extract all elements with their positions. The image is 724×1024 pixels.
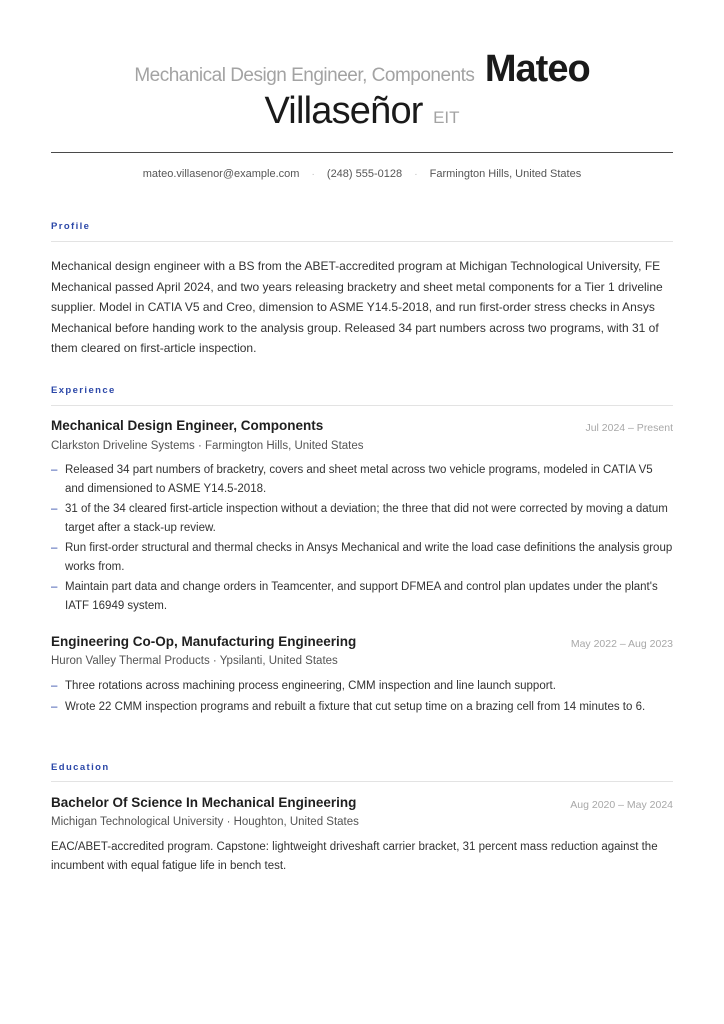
experience-section-divider	[51, 405, 673, 406]
job-bullet-text: Run first-order structural and thermal checks in Ansys Mechanical and write the load case definitions the analysis group works from.	[65, 542, 673, 573]
job-bullet	[51, 500, 673, 537]
last-name: Villaseñor	[264, 90, 423, 132]
contact-email[interactable]: mateo.villasenor@example.com	[142, 168, 300, 180]
education-school: Michigan Technological University · Houghton, United States	[51, 816, 359, 828]
degree-title: Bachelor Of Science In Mechanical Engineering	[51, 795, 357, 810]
contact-location: Farmington Hills, United States	[429, 168, 582, 180]
job-bullet	[51, 677, 673, 696]
job-bullet	[51, 578, 673, 615]
job-company: Clarkston Driveline Systems · Farmington Hills, United States	[51, 440, 364, 452]
first-name: Mateo	[484, 48, 590, 90]
job-dates: Jul 2024 – Present	[585, 422, 673, 434]
job-bullet-list	[51, 677, 673, 718]
bullet-marker: –	[51, 503, 58, 515]
bullet-marker: –	[51, 700, 58, 713]
credential: EIT	[433, 108, 460, 127]
job-bullet	[51, 698, 673, 717]
resume-header	[51, 44, 673, 136]
profile-text: Mechanical design engineer with a BS from the ABET-accredited program at Michigan Technological University, FE Mechanical passed April 2024, and two years releasing bracketry and sheet metal components for a Tier 1 driveline supplier. Model in CATIA V5 and Creo, dimension to ASME Y14.5-2018, and run first-order stress checks in Ansys Mechanical before handing work to the analysis group. Released 34 part numbers across two programs, with 31 of them cleared on first-article inspection.	[51, 259, 663, 356]
bullet-marker: –	[51, 464, 58, 476]
education-dates: Aug 2020 – May 2024	[570, 799, 673, 811]
contact-phone[interactable]: (248) 555-0128	[326, 168, 403, 180]
education-section-divider	[51, 781, 673, 782]
job-bullet-text: Three rotations across machining process engineering, CMM inspection and line launch support.	[65, 680, 556, 692]
job-title: Engineering Co-Op, Manufacturing Engineering	[51, 634, 357, 649]
profile-section-title: Profile	[51, 221, 91, 232]
job-company: Huron Valley Thermal Products · Ypsilanti, United States	[51, 655, 338, 667]
headline: Mechanical Design Engineer, Components	[134, 65, 475, 86]
contact-bar	[51, 168, 673, 180]
job-title: Mechanical Design Engineer, Components	[51, 418, 324, 433]
job-bullet	[51, 461, 673, 498]
header-divider	[51, 152, 673, 153]
job-bullet-text: Maintain part data and change orders in Teamcenter, and support DFMEA and control plan updates under the plant's IATF 16949 system.	[65, 581, 658, 612]
education-description: EAC/ABET-accredited program. Capstone: lightweight driveshaft carrier bracket, 31 percent mass reduction against the incumbent with equal fatigue life in bench test.	[51, 841, 658, 872]
contact-separator: ·	[311, 169, 315, 180]
bullet-marker: –	[51, 581, 58, 593]
job-bullet-list	[51, 461, 673, 617]
experience-section-title: Experience	[51, 385, 116, 396]
education-section-title: Education	[51, 762, 110, 773]
job-dates: May 2022 – Aug 2023	[570, 638, 673, 650]
job-bullet-text: 31 of the 34 cleared first-article inspection without a deviation; the three that did not were corrected by moving a datum target after a stack-up review.	[65, 503, 668, 534]
profile-section-divider	[51, 241, 673, 242]
job-bullet-text: Wrote 22 CMM inspection programs and rebuilt a fixture that cut setup time on a brazing cell from 14 minutes to 6.	[65, 700, 646, 713]
job-bullet	[51, 539, 673, 576]
bullet-marker: –	[51, 542, 58, 554]
contact-separator: ·	[414, 169, 418, 180]
job-bullet-text: Released 34 part numbers of bracketry, covers and sheet metal across two vehicle programs, modeled in CATIA V5 and dimensioned to ASME Y14.5-2018.	[65, 464, 653, 495]
bullet-marker: –	[51, 680, 58, 692]
